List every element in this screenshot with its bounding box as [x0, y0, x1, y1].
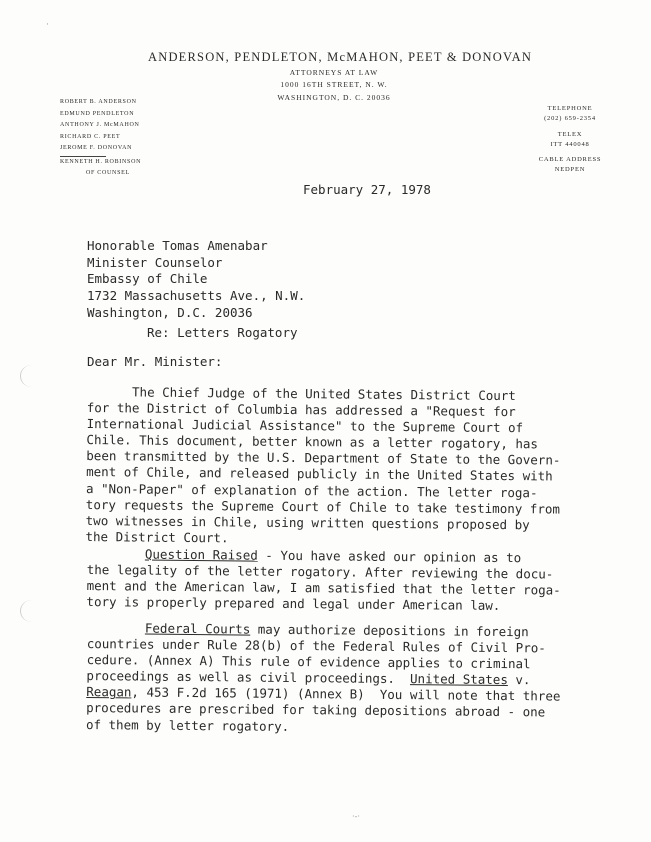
partner-list	[60, 97, 160, 180]
firm-street: 1000 16TH STREET, N. W.	[280, 80, 388, 89]
body-line: the legality of the letter rogatory. After reviewing the docu-	[86, 562, 554, 582]
firm-city: WASHINGTON, D. C. 20036	[277, 93, 391, 102]
subject-line: Re: Letters Rogatory	[147, 325, 298, 340]
scan-speck: ·	[46, 20, 49, 30]
section-heading-federal-courts: Federal Courts	[144, 620, 251, 637]
letter-date: February 27, 1978	[303, 182, 431, 197]
body-line: Chile. This document, better known as a letter rogatory, has	[86, 432, 539, 452]
cable-address: NEDPEN	[554, 166, 586, 174]
scan-fold-mark	[20, 600, 43, 622]
partner-name: EDMUND PENDLETON	[60, 110, 135, 117]
salutation: Dear Mr. Minister:	[87, 354, 223, 369]
body-line: The Chief Judge of the United States District Court	[86, 384, 516, 404]
paragraph-question-raised	[86, 546, 561, 615]
cable-label: CABLE ADDRESS	[538, 156, 602, 164]
body-text: , 453 F.2d 165 (1971) (Annex B) You will note that three	[131, 684, 561, 704]
addressee-block	[87, 238, 305, 322]
body-line: been transmitted by the U.S. Department of State to the Govern-	[86, 448, 561, 468]
body-line: two witnesses in Chile, using written questions proposed by	[85, 512, 530, 533]
addressee-line: Embassy of Chile	[87, 271, 208, 287]
partner-name: RICHARD C. PEET	[60, 133, 121, 140]
body-text: - You have asked our opinion as to	[257, 547, 522, 566]
counsel-name: KENNETH H. ROBINSON	[60, 158, 142, 165]
partner-name: ANTHONY J. McMAHON	[60, 122, 140, 128]
addressee-line: Minister Counselor	[87, 254, 223, 270]
contact-block	[520, 104, 620, 176]
partner-name: JEROME F. DONOVAN	[60, 145, 133, 151]
addressee-line: 1732 Massachusetts Ave., N.W.	[87, 288, 306, 304]
body-line: a "Non-Paper" of explanation of the action. The letter roga-	[85, 480, 538, 500]
scan-speck: ·-·	[352, 812, 360, 821]
body-line: procedures are prescribed for taking depositions abroad - one	[86, 700, 546, 720]
body-line: for the District of Columbia has addressed a "Request for	[86, 400, 516, 420]
body-line: countries under Rule 28(b) of the Federal Rules of Civil Pro-	[86, 636, 546, 656]
body-line: the District Court.	[85, 528, 229, 546]
addressee-line: Honorable Tomas Amenabar	[87, 238, 268, 253]
case-name: United States	[409, 671, 508, 688]
body-line: ment and the American law, I am satisfied that the letter roga-	[86, 578, 561, 598]
telephone-number: (202) 659-2354	[544, 115, 596, 123]
telephone-label: TELEPHONE	[547, 105, 593, 112]
scan-fold-mark	[20, 365, 43, 387]
body-line: cedure. (Annex A) This rule of evidence applies to criminal	[86, 652, 531, 672]
partner-name: ROBERT B. ANDERSON	[60, 99, 137, 105]
section-heading-question-raised: Question Raised	[144, 546, 258, 563]
body-line: tory is properly prepared and legal under American law.	[86, 594, 501, 614]
telex-label: TELEX	[557, 130, 583, 138]
body-text: v.	[507, 672, 531, 688]
paragraph-federal-courts	[86, 620, 561, 737]
paragraph-intro	[85, 384, 561, 549]
counsel-label: OF COUNSEL	[86, 170, 130, 176]
addressee-line: Washington, D.C. 20036	[87, 304, 253, 320]
telex-number: ITT 440048	[550, 140, 590, 148]
case-name: Reagan	[86, 684, 132, 700]
firm-name: ANDERSON, PENDLETON, McMAHON, PEET & DONOVAN	[148, 50, 533, 64]
firm-title: ATTORNEYS AT LAW	[289, 68, 379, 77]
body-line: ment of Chile, and released publicly in the United States with	[86, 464, 553, 484]
body-line: International Judicial Assistance" to the Supreme Court of	[86, 416, 524, 436]
body-line: tory requests the Supreme Court of Chile to take testimony from	[85, 496, 561, 517]
body-text: may authorize depositions in foreign	[250, 621, 529, 640]
body-text: proceedings as well as civil proceedings.	[86, 668, 411, 687]
body-line: of them by letter rogatory.	[85, 716, 290, 734]
